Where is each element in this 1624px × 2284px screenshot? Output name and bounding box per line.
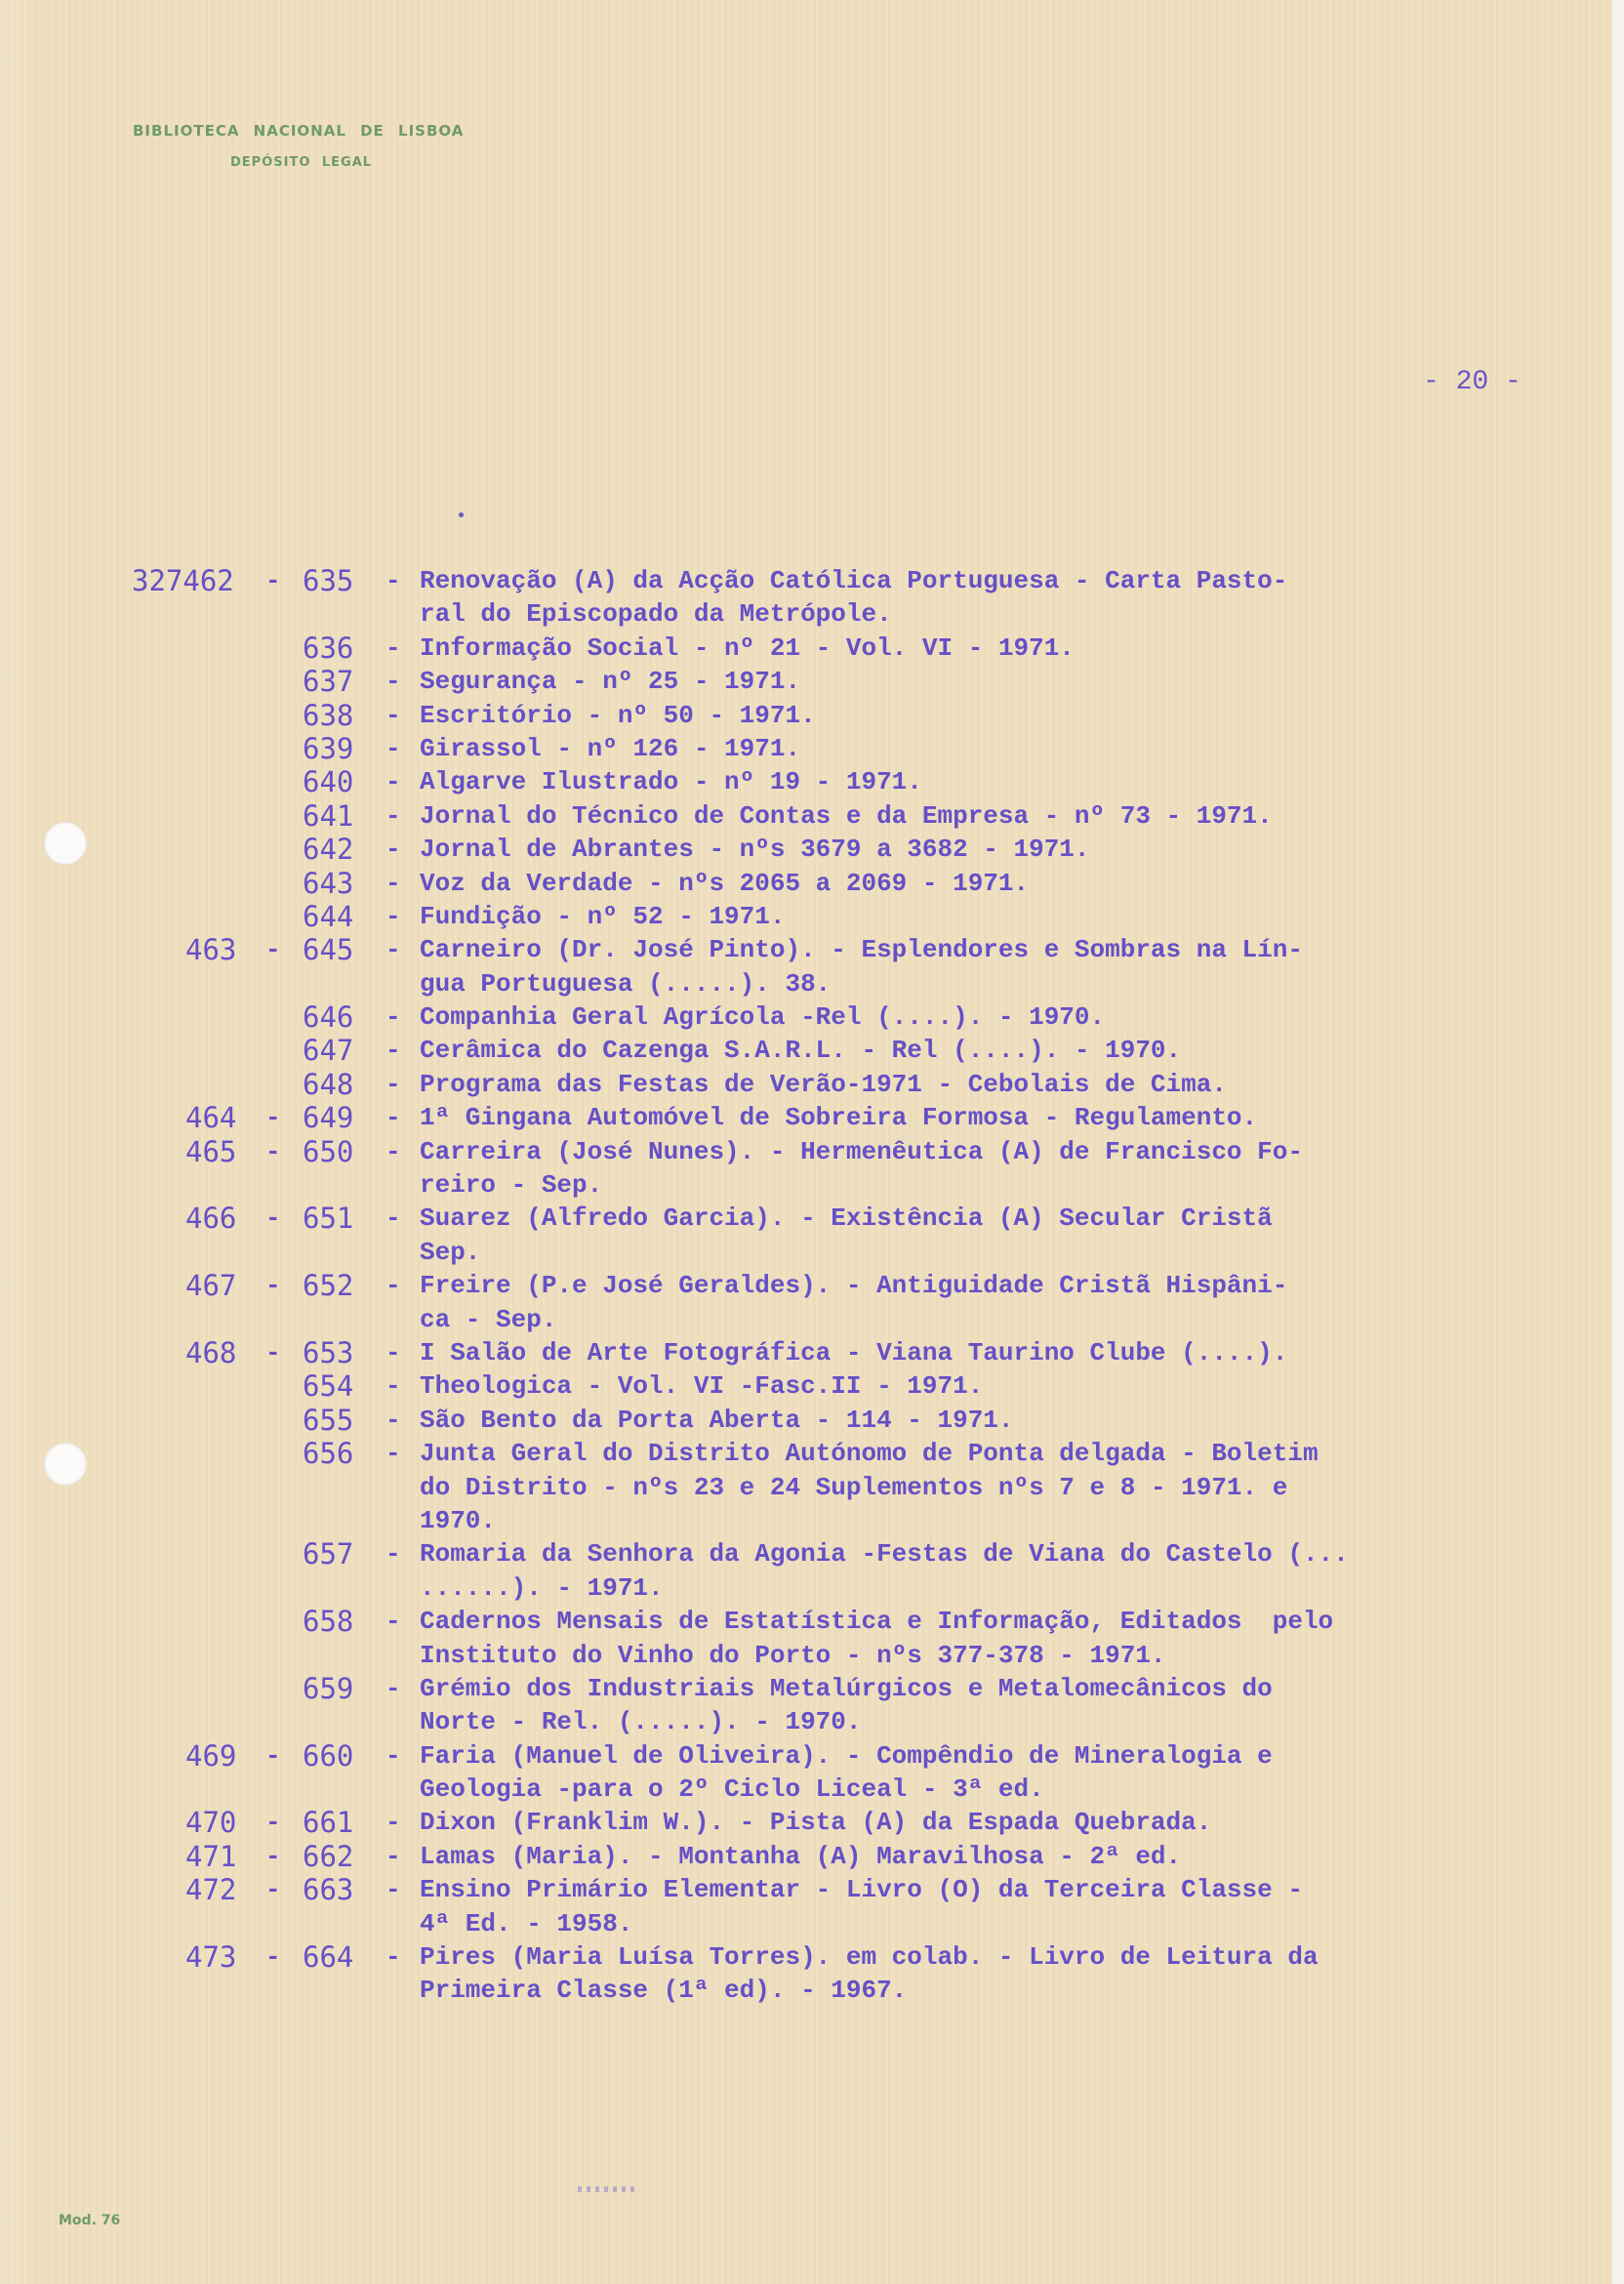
separator-dash: - bbox=[386, 1203, 401, 1234]
entry-text: 1ª Gingana Automóvel de Sobreira Formosa - Regulamento. bbox=[420, 1103, 1258, 1133]
entry-continuation-row bbox=[0, 1168, 1612, 1202]
entry-row bbox=[0, 900, 1612, 933]
entry-row bbox=[0, 765, 1612, 798]
separator-dash: - bbox=[386, 1405, 401, 1435]
entry-sequence-number: 646 bbox=[303, 1000, 354, 1035]
deposit-reference-number: 467 bbox=[185, 1269, 237, 1303]
separator-dash: - bbox=[386, 1875, 401, 1905]
ink-smudge bbox=[578, 2186, 636, 2192]
deposit-reference-number: 466 bbox=[185, 1202, 237, 1236]
entry-row bbox=[0, 632, 1612, 665]
entry-sequence-number: 640 bbox=[303, 765, 354, 799]
entry-text: Sep. bbox=[420, 1237, 481, 1267]
entry-text: Ensino Primário Elementar - Livro (O) da Terceira Classe - bbox=[420, 1875, 1303, 1905]
separator-dash: - bbox=[386, 1136, 401, 1166]
separator-dash: - bbox=[386, 1069, 401, 1099]
entry-sequence-number: 651 bbox=[303, 1202, 354, 1236]
entry-continuation-row bbox=[0, 1571, 1612, 1605]
entry-text: Cerâmica do Cazenga S.A.R.L. - Rel (....). - 1970. bbox=[420, 1036, 1182, 1066]
entry-sequence-number: 656 bbox=[303, 1437, 354, 1471]
institution-header: BIBLIOTECA NACIONAL DE LISBOA bbox=[133, 122, 465, 140]
entry-text: 1970. bbox=[420, 1505, 497, 1535]
separator-dash: - bbox=[265, 1740, 281, 1771]
entry-row bbox=[0, 1605, 1612, 1638]
entry-text: Norte - Rel. (.....). - 1970. bbox=[420, 1707, 862, 1737]
separator-dash: - bbox=[265, 1271, 281, 1301]
entry-row bbox=[0, 933, 1612, 966]
entry-text: Voz da Verdade - nºs 2065 a 2069 - 1971. bbox=[420, 868, 1030, 898]
entry-text: Girassol - nº 126 - 1971. bbox=[420, 733, 801, 763]
deposit-reference-number: 327462 bbox=[132, 564, 234, 597]
entry-continuation-row bbox=[0, 1705, 1612, 1738]
entry-text: Junta Geral do Distrito Autónomo de Ponta delgada - Boletim bbox=[420, 1439, 1319, 1469]
entry-row bbox=[0, 1369, 1612, 1403]
entry-continuation-row bbox=[0, 1639, 1612, 1672]
entry-continuation-row bbox=[0, 1303, 1612, 1336]
separator-dash: - bbox=[386, 1539, 401, 1570]
deposit-reference-number: 465 bbox=[185, 1134, 237, 1168]
entry-row bbox=[0, 1873, 1612, 1906]
deposit-reference-number: 473 bbox=[185, 1940, 237, 1975]
entry-row bbox=[0, 867, 1612, 900]
entry-text: ......). - 1971. bbox=[420, 1572, 664, 1603]
entry-row bbox=[0, 564, 1612, 597]
separator-dash: - bbox=[386, 1439, 401, 1469]
deposit-reference-number: 463 bbox=[185, 933, 237, 967]
separator-dash: - bbox=[386, 1002, 401, 1033]
entry-text: Companhia Geral Agrícola -Rel (....). - 1970. bbox=[420, 1002, 1106, 1033]
entry-row bbox=[0, 1672, 1612, 1705]
entry-text: Theologica - Vol. VI -Fasc.II - 1971. bbox=[420, 1371, 984, 1402]
entry-sequence-number: 657 bbox=[303, 1537, 354, 1571]
separator-dash: - bbox=[386, 1371, 401, 1402]
deposit-listing bbox=[0, 564, 1612, 2008]
entry-sequence-number: 664 bbox=[303, 1940, 354, 1975]
separator-dash: - bbox=[386, 800, 401, 831]
entry-row bbox=[0, 732, 1612, 765]
entry-text: ral do Episcopado da Metrópole. bbox=[420, 599, 892, 630]
entry-text: Pires (Maria Luísa Torres). em colab. - Livro de Leitura da bbox=[420, 1942, 1319, 1973]
entry-row bbox=[0, 1404, 1612, 1437]
entry-sequence-number: 652 bbox=[303, 1269, 354, 1303]
deposit-reference-number: 471 bbox=[185, 1839, 237, 1873]
entry-sequence-number: 647 bbox=[303, 1034, 354, 1068]
entry-sequence-number: 642 bbox=[303, 833, 354, 867]
entry-text: Jornal do Técnico de Contas e da Empresa - nº 73 - 1971. bbox=[420, 800, 1273, 831]
entry-row bbox=[0, 1437, 1612, 1470]
separator-dash: - bbox=[265, 1337, 281, 1367]
entry-sequence-number: 643 bbox=[303, 866, 354, 900]
entry-text: do Distrito - nºs 23 e 24 Suplementos nºs 7 e 8 - 1971. e bbox=[420, 1472, 1288, 1502]
separator-dash: - bbox=[265, 566, 281, 595]
entry-sequence-number: 648 bbox=[303, 1067, 354, 1101]
entry-sequence-number: 661 bbox=[303, 1806, 354, 1840]
entry-row bbox=[0, 1840, 1612, 1873]
entry-row bbox=[0, 1000, 1612, 1034]
separator-dash: - bbox=[386, 667, 401, 697]
deposit-reference-number: 472 bbox=[185, 1873, 237, 1907]
separator-dash: - bbox=[386, 1673, 401, 1703]
entry-row bbox=[0, 799, 1612, 833]
entry-text: Carneiro (Dr. José Pinto). - Esplendores e Sombras na Lín- bbox=[420, 935, 1303, 965]
entry-row bbox=[0, 1537, 1612, 1570]
separator-dash: - bbox=[386, 935, 401, 965]
entry-sequence-number: 655 bbox=[303, 1403, 354, 1437]
separator-dash: - bbox=[265, 1875, 281, 1905]
separator-dash: - bbox=[386, 1607, 401, 1637]
separator-dash: - bbox=[265, 1942, 281, 1973]
separator-dash: - bbox=[386, 1036, 401, 1066]
separator-dash: - bbox=[386, 868, 401, 898]
entry-continuation-row bbox=[0, 1907, 1612, 1940]
stray-mark bbox=[459, 512, 464, 517]
deposit-reference-number: 468 bbox=[185, 1335, 237, 1369]
entry-text: gua Portuguesa (.....). 38. bbox=[420, 968, 832, 999]
entry-row bbox=[0, 1068, 1612, 1101]
entry-sequence-number: 654 bbox=[303, 1369, 354, 1404]
entry-sequence-number: 636 bbox=[303, 631, 354, 665]
entry-continuation-row bbox=[0, 1504, 1612, 1537]
entry-row bbox=[0, 833, 1612, 866]
separator-dash: - bbox=[386, 1337, 401, 1367]
entry-text: Carreira (José Nunes). - Hermenêutica (A) de Francisco Fo- bbox=[420, 1136, 1303, 1166]
entry-row bbox=[0, 1940, 1612, 1974]
entry-text: Freire (P.e José Geraldes). - Antiguidade Cristã Hispâni- bbox=[420, 1271, 1288, 1301]
entry-text: Suarez (Alfredo Garcia). - Existência (A) Secular Cristã bbox=[420, 1203, 1273, 1234]
entry-continuation-row bbox=[0, 1236, 1612, 1269]
separator-dash: - bbox=[386, 1841, 401, 1871]
entry-text: Grémio dos Industriais Metalúrgicos e Metalomecânicos do bbox=[420, 1673, 1273, 1703]
entry-text: Jornal de Abrantes - nºs 3679 a 3682 - 1971. bbox=[420, 835, 1090, 865]
entry-row bbox=[0, 1336, 1612, 1369]
entry-sequence-number: 638 bbox=[303, 698, 354, 732]
entry-row bbox=[0, 1806, 1612, 1839]
entry-text: Escritório - nº 50 - 1971. bbox=[420, 700, 816, 730]
entry-row bbox=[0, 1739, 1612, 1773]
entry-text: Segurança - nº 25 - 1971. bbox=[420, 667, 801, 697]
entry-text: Faria (Manuel de Oliveira). - Compêndio de Mineralogia e bbox=[420, 1740, 1273, 1771]
entry-continuation-row bbox=[0, 597, 1612, 631]
entry-text: Fundição - nº 52 - 1971. bbox=[420, 901, 786, 931]
entry-text: reiro - Sep. bbox=[420, 1170, 603, 1201]
separator-dash: - bbox=[386, 1808, 401, 1838]
entry-row bbox=[0, 1034, 1612, 1067]
entry-text: Cadernos Mensais de Estatística e Informação, Editados pelo bbox=[420, 1607, 1334, 1637]
entry-sequence-number: 663 bbox=[303, 1873, 354, 1907]
entry-text: Algarve Ilustrado - nº 19 - 1971. bbox=[420, 767, 922, 797]
entry-text: Lamas (Maria). - Montanha (A) Maravilhosa - 2ª ed. bbox=[420, 1841, 1182, 1871]
entry-sequence-number: 639 bbox=[303, 731, 354, 765]
entry-sequence-number: 659 bbox=[303, 1671, 354, 1705]
separator-dash: - bbox=[386, 733, 401, 763]
entry-text: Programa das Festas de Verão-1971 - Cebolais de Cima. bbox=[420, 1069, 1227, 1099]
entry-continuation-row bbox=[0, 1974, 1612, 2007]
entry-text: 4ª Ed. - 1958. bbox=[420, 1908, 633, 1938]
separator-dash: - bbox=[386, 1740, 401, 1771]
separator-dash: - bbox=[265, 935, 281, 965]
entry-continuation-row bbox=[0, 1471, 1612, 1504]
entry-sequence-number: 660 bbox=[303, 1738, 354, 1773]
deposit-reference-number: 469 bbox=[185, 1738, 237, 1773]
entry-sequence-number: 662 bbox=[303, 1839, 354, 1873]
separator-dash: - bbox=[386, 1271, 401, 1301]
separator-dash: - bbox=[265, 1841, 281, 1871]
form-code: Mod. 76 bbox=[59, 2213, 121, 2228]
entry-row bbox=[0, 1202, 1612, 1235]
entry-row bbox=[0, 1135, 1612, 1168]
separator-dash: - bbox=[386, 767, 401, 797]
entry-sequence-number: 644 bbox=[303, 899, 354, 933]
entry-text: Dixon (Franklim W.). - Pista (A) da Espada Quebrada. bbox=[420, 1808, 1212, 1838]
deposit-reference-number: 464 bbox=[185, 1101, 237, 1135]
entry-row bbox=[0, 699, 1612, 732]
entry-text: Informação Social - nº 21 - Vol. VI - 1971. bbox=[420, 632, 1075, 663]
entry-sequence-number: 637 bbox=[303, 665, 354, 699]
separator-dash: - bbox=[265, 1103, 281, 1133]
entry-sequence-number: 645 bbox=[303, 933, 354, 967]
separator-dash: - bbox=[386, 632, 401, 663]
separator-dash: - bbox=[265, 1136, 281, 1166]
entry-sequence-number: 658 bbox=[303, 1605, 354, 1639]
entry-sequence-number: 653 bbox=[303, 1335, 354, 1369]
entry-row bbox=[0, 665, 1612, 698]
entry-text: São Bento da Porta Aberta - 114 - 1971. bbox=[420, 1405, 1014, 1435]
separator-dash: - bbox=[386, 901, 401, 931]
separator-dash: - bbox=[386, 835, 401, 865]
entry-sequence-number: 635 bbox=[303, 564, 354, 597]
entry-text: Instituto do Vinho do Porto - nºs 377-378 - 1971. bbox=[420, 1640, 1166, 1670]
separator-dash: - bbox=[386, 1942, 401, 1973]
entry-text: Geologia -para o 2º Ciclo Liceal - 3ª ed. bbox=[420, 1774, 1044, 1805]
separator-dash: - bbox=[386, 700, 401, 730]
separator-dash: - bbox=[386, 1103, 401, 1133]
entry-row bbox=[0, 1269, 1612, 1302]
entry-row bbox=[0, 1101, 1612, 1134]
entry-sequence-number: 649 bbox=[303, 1101, 354, 1135]
deposit-reference-number: 470 bbox=[185, 1806, 237, 1840]
entry-continuation-row bbox=[0, 1773, 1612, 1806]
entry-text: Romaria da Senhora da Agonia -Festas de Viana do Castelo (... bbox=[420, 1539, 1349, 1570]
separator-dash: - bbox=[386, 566, 401, 595]
entry-text: Renovação (A) da Acção Católica Portuguesa - Carta Pasto- bbox=[420, 566, 1288, 595]
entry-text: I Salão de Arte Fotográfica - Viana Taurino Clube (....). bbox=[420, 1337, 1288, 1367]
department-header: DEPÓSITO LEGAL bbox=[230, 155, 373, 170]
entry-text: Primeira Classe (1ª ed). - 1967. bbox=[420, 1976, 908, 2006]
separator-dash: - bbox=[265, 1808, 281, 1838]
entry-sequence-number: 650 bbox=[303, 1134, 354, 1168]
entry-continuation-row bbox=[0, 967, 1612, 1000]
separator-dash: - bbox=[265, 1203, 281, 1234]
page-number: - 20 - bbox=[1423, 367, 1522, 397]
entry-text: ca - Sep. bbox=[420, 1304, 557, 1334]
entry-sequence-number: 641 bbox=[303, 798, 354, 833]
